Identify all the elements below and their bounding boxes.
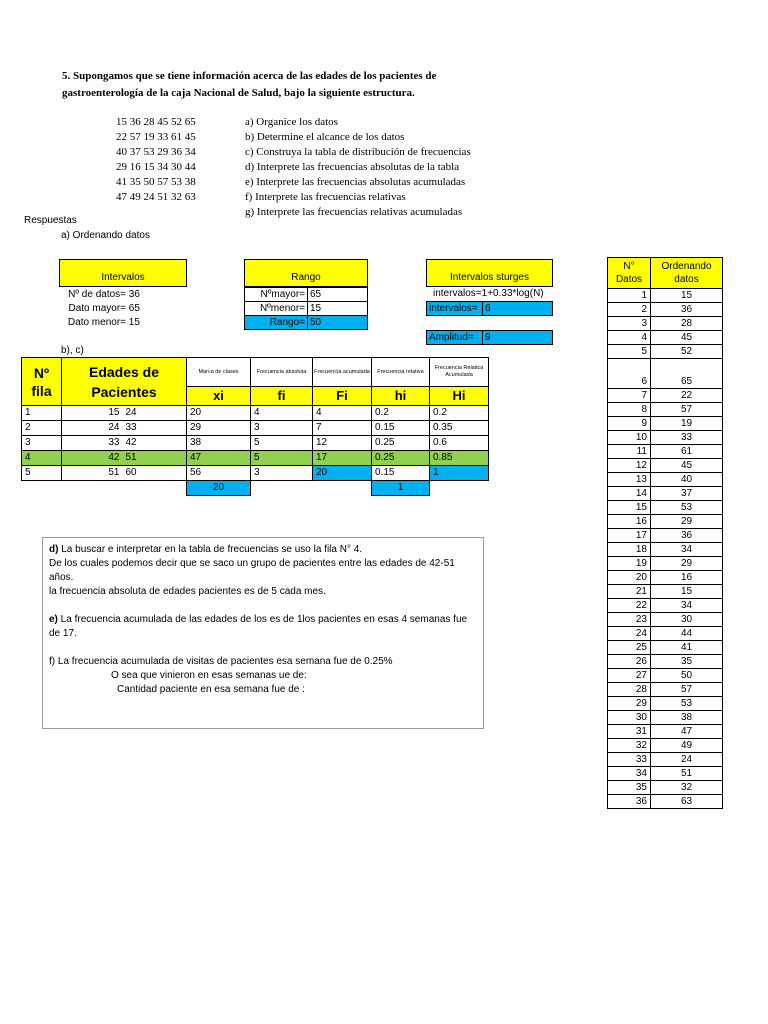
ordered-index: 8 [608,403,651,417]
ordered-index: 13 [608,473,651,487]
ordered-index: 4 [608,331,651,345]
ordered-row [608,683,723,697]
total-hi: 1 [372,481,430,496]
ordered-row [608,557,723,571]
cell-hi: 0.15 [372,421,430,436]
ordered-value: 49 [651,739,723,753]
cell-n: 3 [22,436,62,451]
ordered-index: 10 [608,431,651,445]
task-item: f) Interprete las frecuencias relativas [245,191,406,203]
cell-n: 2 [22,421,62,436]
task-list [245,115,471,220]
ordered-index: 35 [608,781,651,795]
note-f1: f) La frecuencia acumulada de visitas de pacientes esa semana fue de 0.25% [49,656,393,667]
ordered-index: 3 [608,317,651,331]
ordered-value: 38 [651,711,723,725]
raw-row: 29 16 15 34 30 44 [116,161,196,173]
header-Fi: Fi [313,387,372,406]
cell-hi: 0.15 [372,466,430,481]
n-datos-label: Nº de datos= [68,289,126,300]
cell-Hi: 0.35 [430,421,489,436]
table-row [22,466,489,481]
ordered-row [608,543,723,557]
problem-line-2: gastroenterología de la caja Nacional de Salud, bajo la siguiente estructura. [62,87,415,99]
task-item: c) Construya la tabla de distribución de frecuencias [245,146,471,158]
ordered-index: 22 [608,599,651,613]
task-item: d) Interprete las frecuencias absolutas de la tabla [245,161,460,173]
intervalos-values [60,288,140,330]
ordered-value: 57 [651,403,723,417]
note-d2: De los cuales podemos decir que se saco un grupo de pacientes entre las edades de 42-51 [49,558,455,569]
ordered-index: 27 [608,669,651,683]
cell-lower: 24 [62,421,123,436]
cell-upper: 24 [123,406,187,421]
ordered-value: 30 [651,613,723,627]
cell-Fi: 17 [313,451,372,466]
cell-n: 1 [22,406,62,421]
ordered-value: 40 [651,473,723,487]
ordered-value: 15 [651,289,723,303]
ordered-row [608,781,723,795]
sturges-intervalos-label: intervalos= [426,301,483,316]
ordered-index: 14 [608,487,651,501]
totals-row [22,481,489,496]
header-frec-acumulada: Frecuencia acumulada [313,358,372,387]
ordered-row [608,303,723,317]
cell-fi: 3 [251,421,313,436]
header-xi: xi [187,387,251,406]
ordered-index: 17 [608,529,651,543]
note-e2: de 17. [49,628,77,639]
ordered-row [608,431,723,445]
ordered-value: 45 [651,459,723,473]
ordered-index: 29 [608,697,651,711]
rango-title: Rango [244,259,368,287]
amplitud-label: Amplitud= [426,330,483,345]
e-tag: e) [49,614,58,625]
ordered-index: 2 [608,303,651,317]
ordered-value: 45 [651,331,723,345]
cell-Hi: 0.6 [430,436,489,451]
header-frec-relativa: Frecuencia relativa [372,358,430,387]
ordered-row [608,739,723,753]
cell-Fi: 20 [313,466,372,481]
cell-fi: 4 [251,406,313,421]
ordered-index: 21 [608,585,651,599]
raw-row: 41 35 50 57 53 38 [116,176,196,188]
ordered-row [608,585,723,599]
ordered-value: 57 [651,683,723,697]
cell-lower: 15 [62,406,123,421]
task-item: b) Determine el alcance de los datos [245,131,405,143]
ordered-row [608,627,723,641]
ordered-index: 5 [608,345,651,359]
ordered-value: 61 [651,445,723,459]
ordered-index: 9 [608,417,651,431]
ordered-index: 34 [608,767,651,781]
interpretation-note [42,537,484,729]
ordered-index: 18 [608,543,651,557]
ordered-index: 28 [608,683,651,697]
rango-menor-value: 15 [307,301,368,316]
ordered-value: 19 [651,417,723,431]
ordered-row [608,697,723,711]
ordered-row [608,529,723,543]
ordered-row [608,403,723,417]
cell-Fi: 12 [313,436,372,451]
ordered-value: 52 [651,345,723,359]
ordered-value: 28 [651,317,723,331]
header-marca: Marca de clases [187,358,251,387]
ordered-index: 11 [608,445,651,459]
ordered-index: 6 [608,359,651,389]
table-row [22,406,489,421]
problem-line-1: 5. Supongamos que se tiene información acerca de las edades de los pacientes de [62,70,437,82]
raw-data-block [116,115,196,205]
ordered-index: 24 [608,627,651,641]
raw-row: 15 36 28 45 52 65 [116,116,196,128]
task-item: g) Interprete las frecuencias relativas acumuladas [245,206,463,218]
header-n-datos: N° Datos [608,258,651,289]
ordered-index: 16 [608,515,651,529]
raw-row: 47 49 24 51 32 63 [116,191,196,203]
ordered-row [608,359,723,389]
ordered-index: 15 [608,501,651,515]
note-f3: Cantidad paciente en esa semana fue de : [117,684,305,695]
ordered-row [608,571,723,585]
intervalos-title: Intervalos [59,259,187,287]
sturges-title: Intervalos sturges [426,259,553,287]
ordered-index: 32 [608,739,651,753]
ordered-index: 1 [608,289,651,303]
cell-xi: 29 [187,421,251,436]
ordered-row [608,473,723,487]
dato-menor-value: 15 [128,317,140,328]
ordered-index: 26 [608,655,651,669]
ordered-value: 34 [651,543,723,557]
cell-hi: 0.25 [372,436,430,451]
ordered-value: 32 [651,781,723,795]
header-edades: Edades de Pacientes [62,358,187,406]
ordered-value: 51 [651,767,723,781]
cell-n: 5 [22,466,62,481]
cell-Hi: 1 [430,466,489,481]
cell-hi: 0.25 [372,451,430,466]
ordered-row [608,345,723,359]
ordered-row [608,317,723,331]
ordered-value: 36 [651,303,723,317]
ordered-value: 41 [651,641,723,655]
rango-mayor-value: 65 [307,287,368,302]
ordered-value: 33 [651,431,723,445]
cell-Fi: 4 [313,406,372,421]
sturges-formula: intervalos=1+0.33*log(N) [433,288,544,299]
cell-upper: 60 [123,466,187,481]
ordered-row [608,725,723,739]
ordered-value: 34 [651,599,723,613]
ordered-row [608,767,723,781]
ordered-value: 37 [651,487,723,501]
note-d4: la frecuencia absoluta de edades pacientes es de 5 cada mes. [49,586,326,597]
cell-hi: 0.2 [372,406,430,421]
ordered-value: 36 [651,529,723,543]
ordered-data-table [607,257,723,809]
cell-lower: 42 [62,451,123,466]
ordered-row [608,501,723,515]
ordered-row [608,459,723,473]
table-row-highlighted [22,451,489,466]
cell-Hi: 0.85 [430,451,489,466]
dato-mayor-label: Dato mayor= [68,303,126,314]
bc-label: b), c) [61,345,84,356]
ordered-index: 12 [608,459,651,473]
cell-upper: 51 [123,451,187,466]
note-e1: La frecuencia acumulada de las edades de los es de 1los pacientes en esas 4 semanas fue [57,614,468,625]
frequency-table [21,357,489,496]
ordered-index: 7 [608,389,651,403]
ordered-index: 31 [608,725,651,739]
ordered-value: 16 [651,571,723,585]
dato-mayor-value: 65 [128,303,140,314]
ordered-row [608,417,723,431]
header-frec-absoluta: Frecuencia absoluta [251,358,313,387]
note-d3: años. [49,572,74,583]
respuestas-label: Respuestas [24,215,77,226]
ordered-row [608,389,723,403]
cell-xi: 47 [187,451,251,466]
cell-xi: 20 [187,406,251,421]
ordered-value: 50 [651,669,723,683]
ordered-row [608,515,723,529]
header-ordenando-datos: Ordenando datos [651,258,723,289]
ordered-index: 20 [608,571,651,585]
ordered-index: 25 [608,641,651,655]
ordered-value: 29 [651,515,723,529]
note-d1: La buscar e interpretar en la tabla de frecuencias se uso la fila N° 4. [58,544,363,555]
header-nfila: Nº fila [22,358,62,406]
table-row [22,436,489,451]
ordered-row [608,445,723,459]
ordered-value: 47 [651,725,723,739]
ordered-index: 33 [608,753,651,767]
cell-xi: 38 [187,436,251,451]
ordered-value: 29 [651,557,723,571]
dato-menor-label: Dato menor= [67,317,126,328]
ordered-row [608,641,723,655]
cell-xi: 56 [187,466,251,481]
ordered-row [608,795,723,809]
ordered-index: 23 [608,613,651,627]
raw-row: 40 37 53 29 36 34 [116,146,196,158]
n-datos-value: 36 [128,289,140,300]
d-tag: d) [49,544,59,555]
ordered-row [608,331,723,345]
total-fi: 20 [187,481,251,496]
ordered-index: 36 [608,795,651,809]
ordered-index: 30 [608,711,651,725]
ordered-row [608,753,723,767]
ordered-value: 53 [651,501,723,515]
header-fi: fi [251,387,313,406]
rango-menor-label: Nºmenor= [244,301,308,316]
cell-lower: 51 [62,466,123,481]
ordered-value: 65 [651,359,723,389]
ordered-value: 15 [651,585,723,599]
ordered-index: 19 [608,557,651,571]
ordered-value: 44 [651,627,723,641]
cell-n: 4 [22,451,62,466]
cell-lower: 33 [62,436,123,451]
table-row [22,421,489,436]
ordered-value: 53 [651,697,723,711]
header-Hi: Hi [430,387,489,406]
cell-Fi: 7 [313,421,372,436]
ordered-row [608,613,723,627]
ordered-value: 22 [651,389,723,403]
rango-label: Rango= [244,315,308,330]
ordenando-label: a) Ordenando datos [61,230,150,241]
rango-value: 50 [307,315,368,330]
cell-fi: 5 [251,451,313,466]
task-item: a) Organice los datos [245,116,338,128]
cell-Hi: 0.2 [430,406,489,421]
ordered-value: 63 [651,795,723,809]
rango-mayor-label: Nºmayor= [244,287,308,302]
ordered-row [608,655,723,669]
ordered-row [608,669,723,683]
task-item: e) Interprete las frecuencias absolutas acumuladas [245,176,466,188]
cell-upper: 42 [123,436,187,451]
cell-upper: 33 [123,421,187,436]
sturges-intervalos-value: 6 [482,301,553,316]
header-frec-rel-acum: Frecuencia Relatica Acumulada [430,358,489,387]
amplitud-value: 9 [482,330,553,345]
note-f2: O sea que vinieron en esas semanas ue de: [111,670,307,681]
header-hi: hi [372,387,430,406]
ordered-row [608,487,723,501]
cell-fi: 3 [251,466,313,481]
ordered-row [608,599,723,613]
raw-row: 22 57 19 33 61 45 [116,131,196,143]
ordered-value: 35 [651,655,723,669]
cell-fi: 5 [251,436,313,451]
ordered-row [608,711,723,725]
ordered-row [608,289,723,303]
ordered-value: 24 [651,753,723,767]
